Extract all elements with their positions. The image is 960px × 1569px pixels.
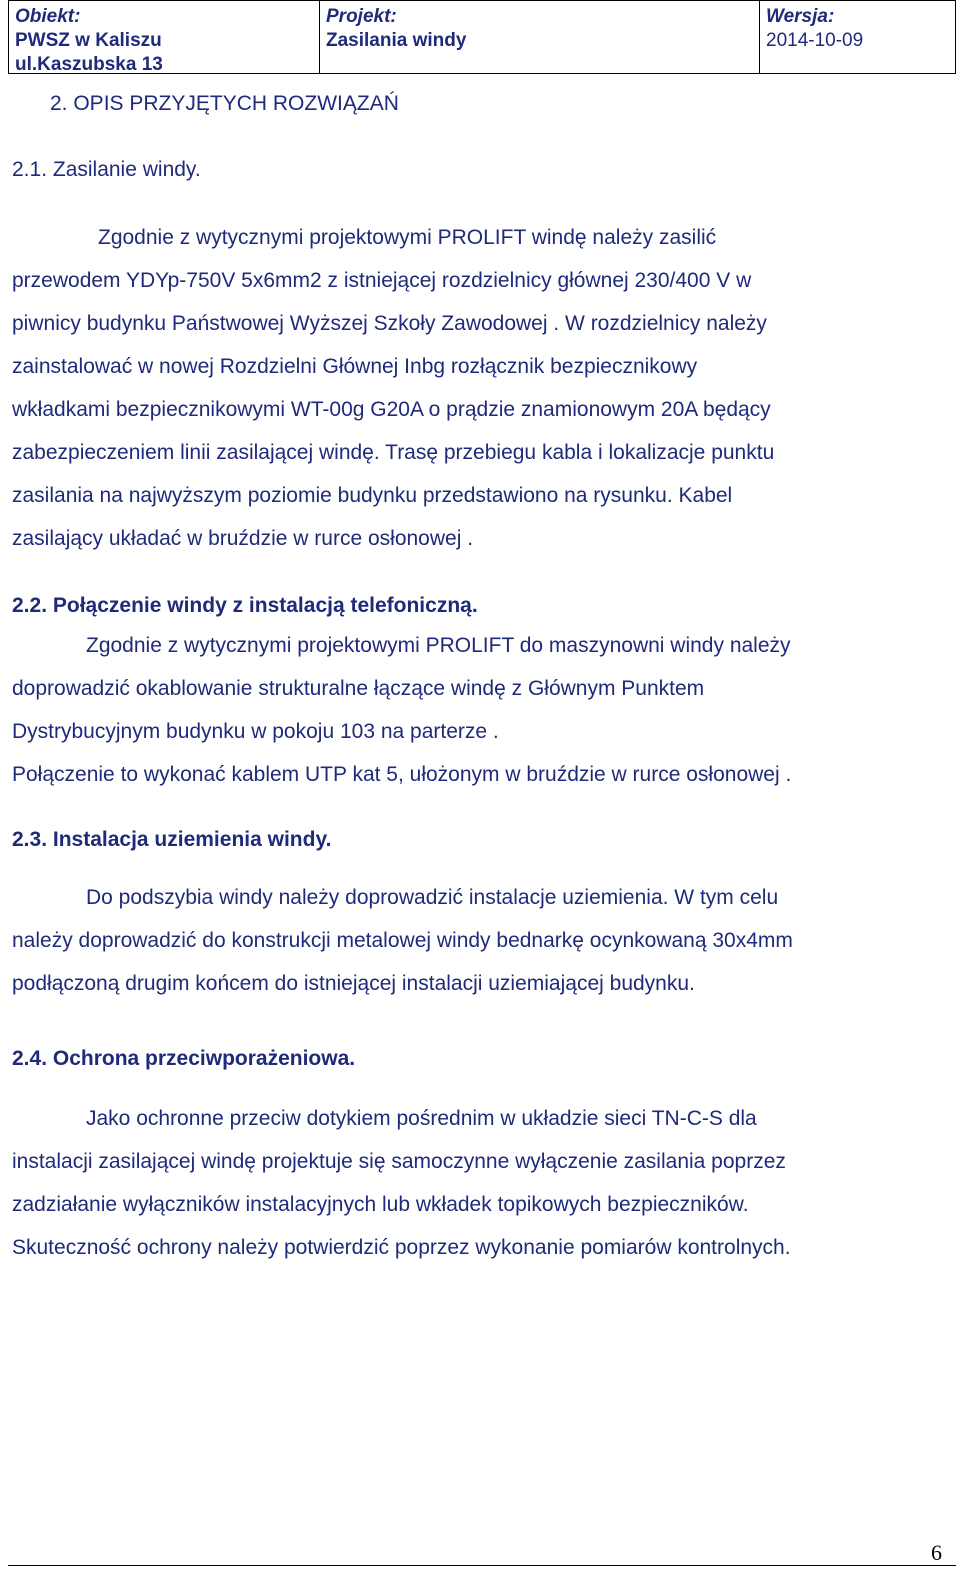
section-2-2 bbox=[12, 590, 947, 796]
wersja-label: Wersja: bbox=[766, 6, 835, 27]
paragraph-line: Skuteczność ochrony należy potwierdzić poprzez wykonanie pomiarów kontrolnych. bbox=[12, 1236, 791, 1259]
obiekt-name: PWSZ w Kaliszu bbox=[15, 30, 162, 51]
obiekt-label: Obiekt: bbox=[15, 6, 81, 27]
paragraph-line: instalacji zasilającej windę projektuje się samoczynne wyłączenie zasilania poprzez bbox=[12, 1150, 786, 1173]
paragraph-line: przewodem YDYp-750V 5x6mm2 z istniejącej rozdzielnicy głównej 230/400 V w bbox=[12, 269, 752, 292]
paragraph-line: Zgodnie z wytycznymi projektowymi PROLIFT windę należy zasilić bbox=[98, 226, 717, 249]
section-title: 2.3. Instalacja uziemienia windy. bbox=[12, 828, 332, 851]
header-projekt-cell bbox=[319, 1, 759, 73]
paragraph-line: Dystrybucyjnym budynku w pokoju 103 na parterze . bbox=[12, 720, 499, 743]
wersja-value: 2014-10-09 bbox=[766, 30, 864, 51]
paragraph-line: zadziałanie wyłączników instalacyjnych lub wkładek topikowych bezpieczników. bbox=[12, 1193, 749, 1216]
paragraph-line: należy doprowadzić do konstrukcji metalowej windy bednarkę ocynkowaną 30x4mm bbox=[12, 929, 793, 952]
header-obiekt-cell bbox=[9, 1, 319, 73]
page-number: 6 bbox=[931, 1540, 942, 1565]
section-2-3 bbox=[12, 824, 947, 1005]
paragraph-line: Jako ochronne przeciw dotykiem pośrednim w układzie sieci TN-C-S dla bbox=[86, 1107, 757, 1130]
paragraph-line: doprowadzić okablowanie strukturalne łączące windę z Głównym Punktem bbox=[12, 677, 705, 700]
document-header bbox=[8, 0, 956, 74]
paragraph-line: zasilania na najwyższym poziomie budynku przedstawiono na rysunku. Kabel bbox=[12, 484, 733, 507]
paragraph-line: piwnicy budynku Państwowej Wyższej Szkoły Zawodowej . W rozdzielnicy należy bbox=[12, 312, 767, 335]
section-2-4 bbox=[12, 1043, 947, 1269]
paragraph-line: Do podszybia windy należy doprowadzić instalacje uziemienia. W tym celu bbox=[86, 886, 779, 909]
paragraph-line: zabezpieczeniem linii zasilającej windę. Trasę przebiegu kabla i lokalizacje punktu bbox=[12, 441, 775, 464]
paragraph-line: wkładkami bezpiecznikowymi WT-00g G20A o prądzie znamionowym 20A będący bbox=[12, 398, 771, 421]
paragraph-line: podłączoną drugim końcem do istniejącej instalacji uziemiającej budynku. bbox=[12, 972, 695, 995]
section-paragraph bbox=[12, 624, 947, 796]
chapter-title: 2. OPIS PRZYJĘTYCH ROZWIĄZAŃ bbox=[50, 92, 399, 115]
section-title: 2.4. Ochrona przeciwporażeniowa. bbox=[12, 1047, 356, 1070]
section-2-1 bbox=[12, 154, 947, 560]
section-paragraph bbox=[12, 216, 947, 560]
paragraph-line: zasilający układać w bruździe w rurce osłonowej . bbox=[12, 527, 474, 550]
section-title: 2.1. Zasilanie windy. bbox=[12, 158, 201, 181]
paragraph-line: Zgodnie z wytycznymi projektowymi PROLIFT do maszynowni windy należy bbox=[86, 634, 791, 657]
projekt-label: Projekt: bbox=[326, 6, 397, 27]
footer-rule bbox=[8, 1565, 956, 1566]
paragraph-line: zainstalować w nowej Rozdzielni Głównej Inbg rozłącznik bezpiecznikowy bbox=[12, 355, 698, 378]
paragraph-line: Połączenie to wykonać kablem UTP kat 5, ułożonym w bruździe w rurce osłonowej . bbox=[12, 763, 792, 786]
header-wersja-cell bbox=[759, 1, 955, 73]
projekt-value: Zasilania windy bbox=[326, 30, 467, 51]
section-title: 2.2. Połączenie windy z instalacją telefoniczną. bbox=[12, 594, 478, 617]
document-body bbox=[12, 88, 947, 1269]
section-paragraph bbox=[12, 1097, 947, 1269]
obiekt-address: ul.Kaszubska 13 bbox=[15, 54, 163, 75]
section-paragraph bbox=[12, 876, 947, 1005]
